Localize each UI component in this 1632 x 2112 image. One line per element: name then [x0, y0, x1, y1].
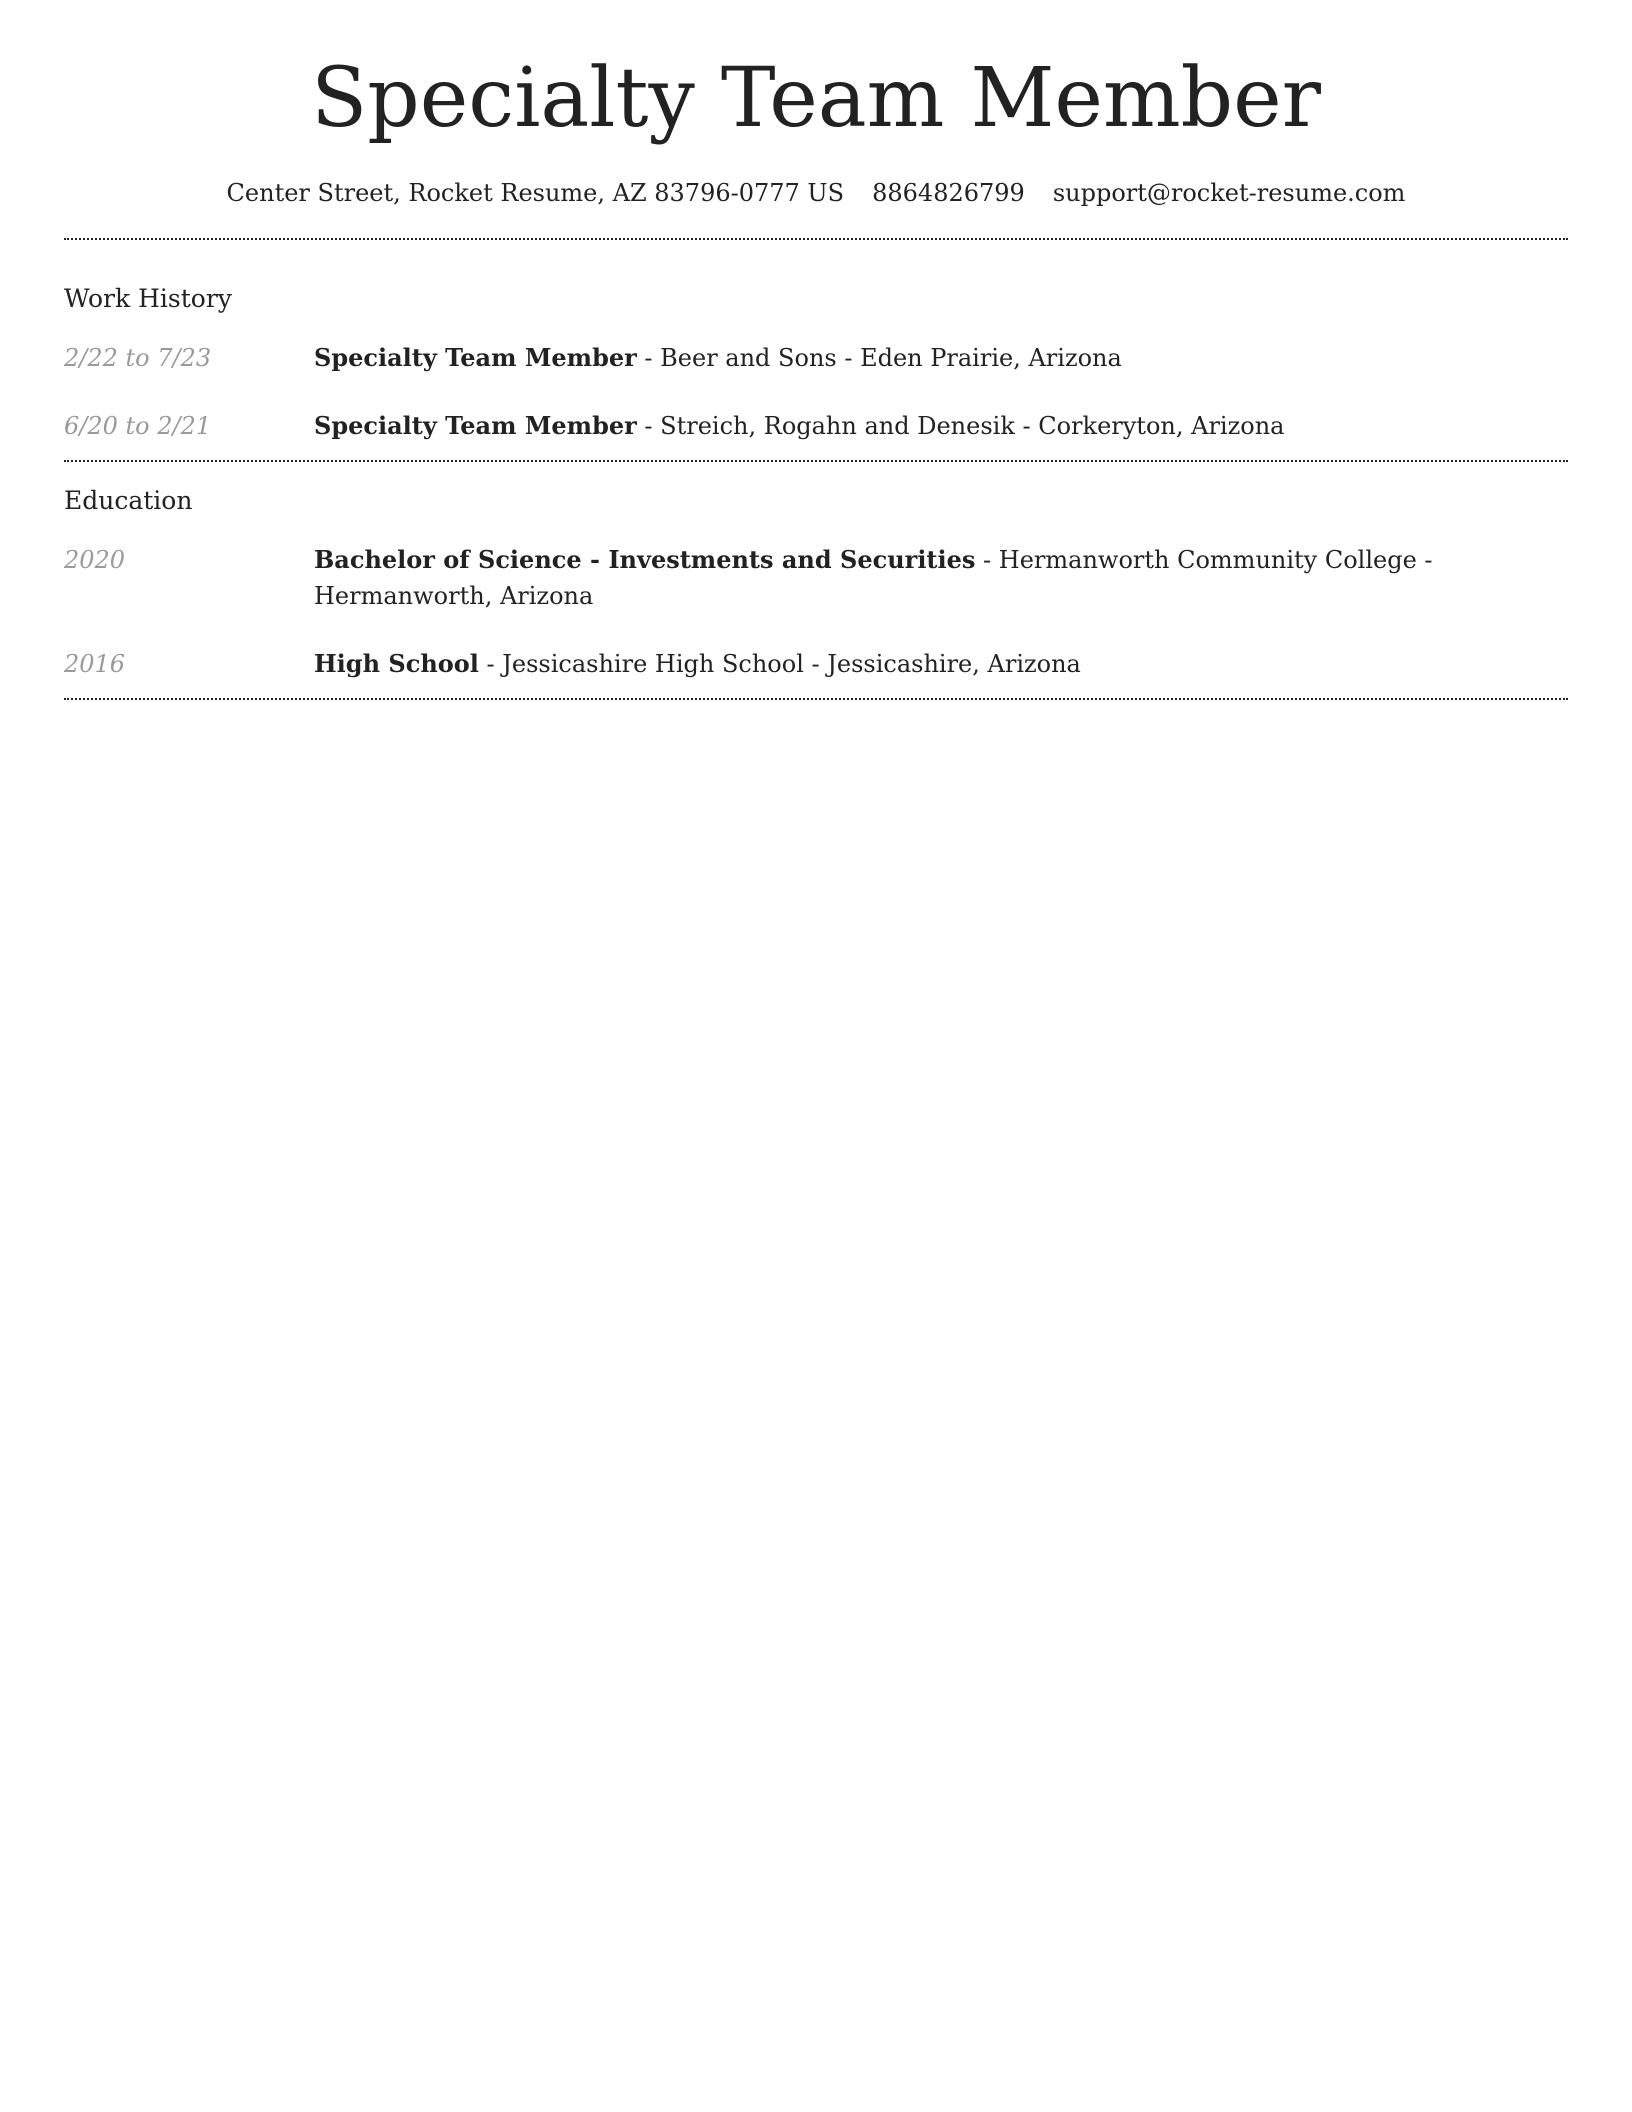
section-divider	[64, 698, 1568, 700]
work-entry	[64, 340, 1568, 376]
education-entry-date: 2020	[64, 546, 126, 574]
contact-email: support@rocket-resume.com	[1052, 179, 1406, 207]
work-entry	[64, 408, 1568, 444]
education-entry-school: - Hermanworth Community College - Hermanworth, Arizona	[314, 546, 1433, 610]
work-entry-role: Specialty Team Member	[314, 411, 637, 440]
header-divider	[64, 238, 1568, 240]
contact-phone: 8864826799	[872, 179, 1025, 207]
education-entry	[64, 646, 1568, 682]
education-heading: Education	[64, 486, 193, 515]
page-title: Specialty Team Member	[311, 51, 1321, 146]
contact-line	[64, 178, 1568, 208]
work-entry-date: 6/20 to 2/21	[64, 412, 212, 440]
resume-page	[64, 0, 1568, 700]
section-divider	[64, 460, 1568, 462]
work-entry-detail	[314, 408, 1568, 444]
work-entry-detail	[314, 340, 1568, 376]
work-history-heading: Work History	[64, 284, 232, 313]
education-entry-detail	[314, 542, 1568, 614]
education-entry-school: - Jessicashire High School - Jessicashire, Arizona	[478, 650, 1081, 678]
contact-address: Center Street, Rocket Resume, AZ 83796-0777 US	[226, 179, 845, 207]
work-entry-employer: - Streich, Rogahn and Denesik - Corkeryton, Arizona	[636, 412, 1285, 440]
work-entry-date: 2/22 to 7/23	[64, 344, 212, 372]
education-entry-degree: Bachelor of Science - Investments and Securities	[314, 545, 976, 574]
education-entry-detail	[314, 646, 1568, 682]
education-entry-degree: High School	[314, 649, 479, 678]
education-entry	[64, 542, 1568, 614]
work-entry-employer: - Beer and Sons - Eden Prairie, Arizona	[636, 344, 1122, 372]
education-entry-date: 2016	[64, 650, 126, 678]
work-entry-role: Specialty Team Member	[314, 343, 637, 372]
